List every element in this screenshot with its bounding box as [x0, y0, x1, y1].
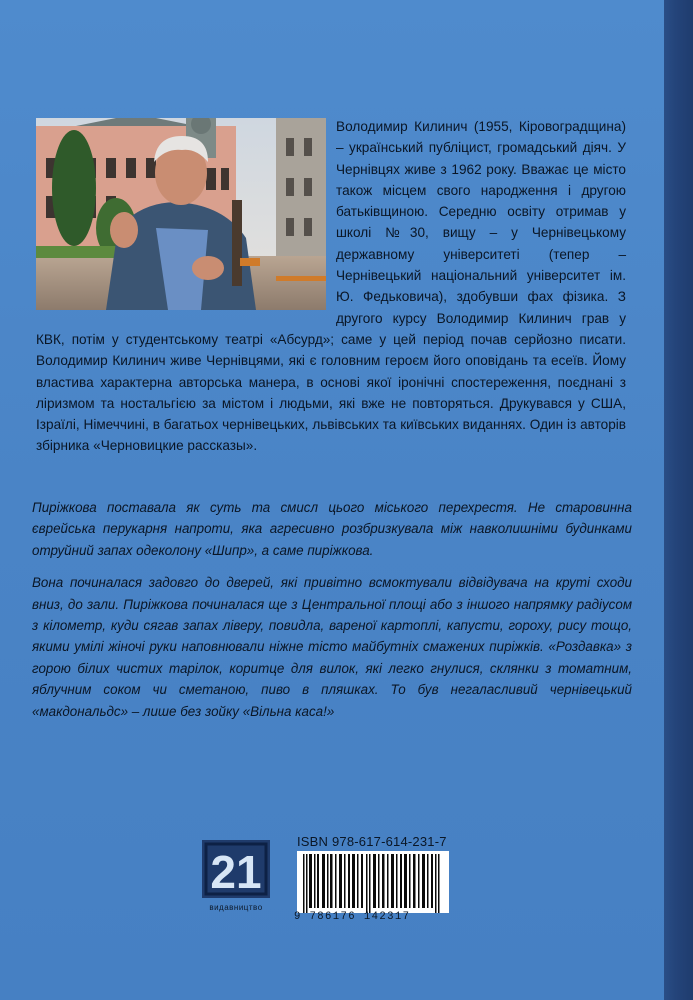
excerpt-paragraph-1: Пиріжкова поставала як суть та смисл цього міського перехрестя. Не старовинна єврейська перукарня напроти, яка агресивно розбризкувала між навколишніми будинками отруйний запах одеколону «Шипр», а саме пиріжкова. — [32, 500, 632, 558]
barcode-digits: 9 786176 142317 — [294, 911, 411, 923]
publisher-logo — [200, 838, 272, 914]
isbn-label: ISBN 978-617-614-231-7 — [297, 834, 447, 849]
excerpt-paragraph-2: Вона починалася задовго до дверей, які привітно всмоктували відвідувача на круті сходи вниз, до зали. Пиріжкова починалася ще з Центральної площі або з іншого напрямку радіусом з кілометр, куди сягав запах ліверу, повидла, вареної картоплі, капусти, гороху, рису тощо, якими умілі жіночі руки наповнювали ніжне тісто майбутніх смажених пиріжків. «Роздавка» з горою білих чистих тарілок, коритце для вилок, які легко гнулися, склянки з томатним, яблучним соком чи сметаною, пиво в пляшках. То був негаласливий чернівецький «макдональдс» – лише без зойку «Вільна каса!» — [32, 575, 632, 719]
author-bio-text: Володимир Килинич (1955, Кіровоградщина) – український публіцист, громадський діяч. У Чернівцях живе з 1962 року. Вважає це місто також місцем свого народження і другою батьківщиною. Середню освіту отримав у школі №30, вищу – у Чернівецькому державному університеті (тепер – Чернівецький національний університет ім. Ю. Федьковича), здобувши фах фізика. З другого курсу Володимир Килинич грав у КВК, потім у студентському театрі «Абсурд»; саме у цей період почав серйозно писати. Володимир Килинич живе Чернівцями, які є головним героєм його оповідань та есеїв. Йому властива характерна авторська манера, в основі якої іронічні спостереження, поєднані з ліризмом та ностальгією за містом і людьми, які вже не повторяться. Друкувався у США, Ізраїлі, Німеччині, в багатьох чернівецьких, львівських та київських виданнях. Один із авторів збірника «Черновицкие рассказы». — [36, 119, 626, 454]
book-excerpt — [32, 497, 632, 733]
author-bio — [36, 116, 626, 457]
book-spine — [664, 0, 693, 1000]
publisher-logo-number: 21 — [210, 846, 262, 898]
barcode — [297, 851, 449, 913]
publisher-logo-caption: видавництво — [209, 903, 263, 912]
